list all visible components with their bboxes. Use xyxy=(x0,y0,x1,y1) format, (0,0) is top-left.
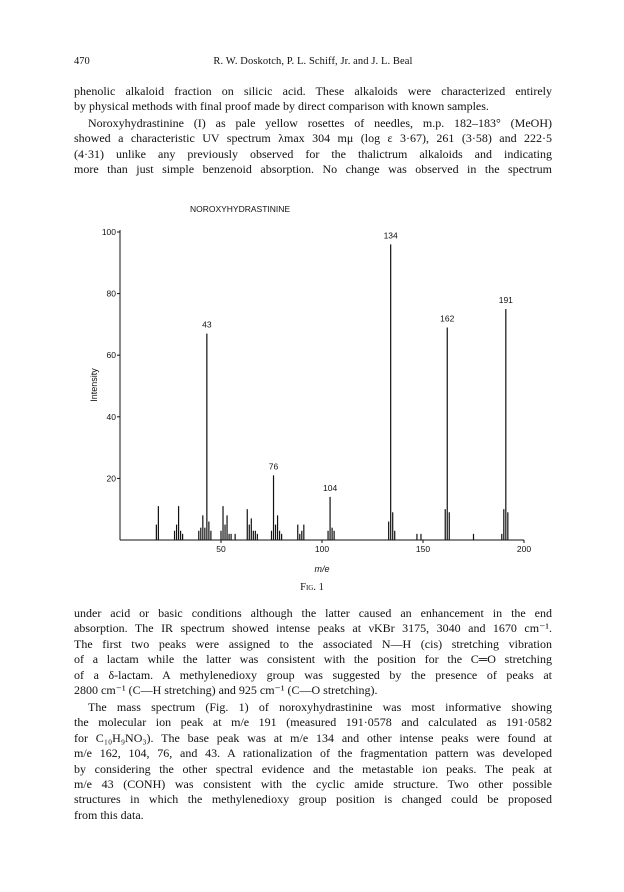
text-line: The mass spectrum (Fig. 1) of noroxyhydrastinine was most informative showing xyxy=(88,700,552,714)
text-line: of a lactam while the latter was consistent with the position for the C═O stretching xyxy=(74,652,552,667)
paragraph-4 xyxy=(74,700,552,823)
text-line: of a δ-lactam. A methylenedioxy group was suggested by the presence of peaks at xyxy=(74,667,552,682)
x-tick-label: 200 xyxy=(516,544,532,554)
peak-label: 134 xyxy=(383,230,398,241)
page-number: 470 xyxy=(74,56,90,67)
text-line: from this data. xyxy=(74,807,144,822)
text-line: The first two peaks were assigned to the associated N—H (cis) stretching vibration xyxy=(74,636,552,651)
text-line: more than just simple benzenoid absorption. No change was observed in the spectrum xyxy=(74,162,552,177)
chart-title: NOROXYHYDRASTININE xyxy=(189,204,291,214)
x-tick-label: 150 xyxy=(415,544,431,554)
x-ticks xyxy=(216,540,531,554)
peak-labels xyxy=(202,230,513,493)
text-line: m/e 162, 104, 76, and 43. A rationalization of the fragmentation pattern was developed xyxy=(74,746,552,761)
figure-caption: Fig. 1 xyxy=(300,582,324,593)
peak-label: 104 xyxy=(322,482,338,493)
text-line: for C₁₀H₉NO₃). The base peak was at m/e 134 and other intense peaks were found at xyxy=(74,730,552,745)
peak-label: 43 xyxy=(202,319,212,330)
text-line: structures in which the methylenedioxy group position is changed could be proposed xyxy=(74,792,552,807)
running-head: R. W. Doskotch, P. L. Schiff, Jr. and J. L. Beal xyxy=(213,56,413,67)
text-line: absorption. The IR spectrum showed intense peaks at νKBr 3175, 3040 and 1670 cm⁻¹. xyxy=(74,621,552,636)
y-tick-label: 60 xyxy=(106,350,116,361)
x-tick-label: 50 xyxy=(216,544,226,554)
text-line: showed a characteristic UV spectrum λmax 304 mμ (log ε 3·67), 261 (3·58) and 222·5 xyxy=(74,131,552,146)
text-line: by considering the other spectral evidence and the metastable ion peaks. The peak at xyxy=(74,761,552,776)
y-tick-label: 40 xyxy=(106,411,116,422)
text-line: 2800 cm⁻¹ (C—H stretching) and 925 cm⁻¹ (C—O stretching). xyxy=(74,683,378,698)
text-line: the molecular ion peak at m/e 191 (measured 191·0578 and calculated as 191·0582 xyxy=(74,715,552,730)
y-axis-label: Intensity xyxy=(89,368,99,402)
peak-label: 162 xyxy=(440,313,455,324)
y-ticks xyxy=(102,227,120,483)
text-line: by physical methods with final proof made by direct comparison with known samples. xyxy=(74,99,489,114)
paragraph-3 xyxy=(74,606,552,698)
peak-label: 191 xyxy=(498,295,513,305)
x-tick-label: 100 xyxy=(314,544,330,554)
spectrum-peaks xyxy=(156,244,507,540)
y-tick-label: 80 xyxy=(106,288,116,299)
text-line: m/e 43 (CONH) was consistent with the cyclic amide structure. Two other possible xyxy=(74,777,552,792)
text-line: Noroxyhydrastinine (I) as pale yellow rosettes of needles, m.p. 182–183° (MeOH) xyxy=(88,116,552,130)
text-line: (4·31) unlike any previously observed for the thalictrum alkaloids and indicating xyxy=(74,146,552,161)
text-line: under acid or basic conditions although the latter caused an enhancement in the end xyxy=(74,606,552,620)
y-tick-label: 100 xyxy=(101,227,116,237)
x-axis-label: m/e xyxy=(314,564,330,574)
peak-label: 76 xyxy=(268,461,279,472)
text-line: phenolic alkaloid fraction on silicic acid. These alkaloids were characterized entirely xyxy=(74,84,552,98)
y-tick-label: 20 xyxy=(106,473,116,484)
